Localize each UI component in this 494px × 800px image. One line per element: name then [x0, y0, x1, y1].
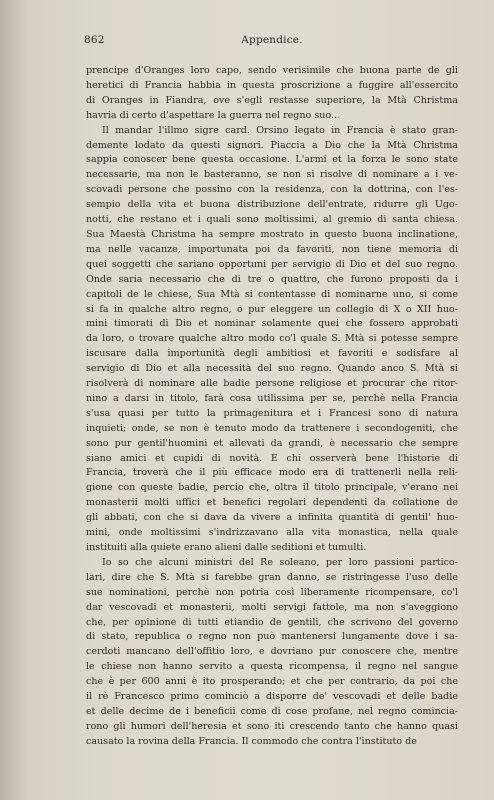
text-line: da loro, o trovare qualche altro modo co'l quale S. Mtà si potesse sempre [86, 333, 458, 345]
text-line: causato la rovina della Francia. Il commodo che contra l'instituto de [86, 735, 417, 747]
text-line: sono pur gentil'huomini et allevati da grandi, è necessario che sempre [86, 437, 458, 449]
text-line: Onde saria necessario che di tre o quattro, che furono proposti da i [86, 273, 458, 285]
text-line: di Oranges in Fiandra, ove s'egli restasse superiore, la Mtà Christma [86, 94, 458, 106]
paragraph [86, 124, 458, 556]
text-line: servigio di Dio et alla necessità del suo regno. Quando anco S. Mtà si [86, 363, 458, 375]
text-line: heretici di Francia habbia in questa proscrizione a fuggire all'essercito [86, 79, 458, 91]
text-line: sappia conoscer bene questa occasione. L'armi et la forza le sono state [86, 154, 458, 166]
text-line: sue nominationi, perchè non potria così liberamente ricompensare, co'l [86, 586, 458, 598]
text-line: sempio della vita et buona distribuzione dell'entrate, ridurre gli Ugo- [86, 199, 458, 211]
page-gutter-shadow [0, 0, 28, 800]
text-line: nino a darsi in titolo, farà cosa utilissima per se, perchè nella Francia [86, 392, 458, 404]
text-line: gli abbati, con che si dava da vivere a infinita quantità di gentil' huo- [86, 512, 458, 524]
text-line: inquieti; onde, se non è tenuto modo da trattenere i secondogeniti, che [86, 422, 458, 434]
text-line: et delle decime de i beneficii come di cose profane, nel regno comincia- [86, 705, 458, 717]
text-line: si fa in qualche altro regno, o pur eleggere un collegio di X o XII huo- [86, 303, 458, 315]
text-line: scovadi persone che possino con la residenza, con la dottrina, con l'es- [86, 184, 458, 196]
page-number: 862 [84, 34, 105, 46]
text-line: capitoli de le chiese, Sua Mtà si contentasse di nominarne uno, si come [86, 288, 458, 300]
text-line: notti, che restano et i quali sono moltissimi, al gremio di santa chiesa. [86, 214, 458, 226]
text-line: mini, onde moltissimi s'indrizzavano alla vita monastica, nella quale [86, 527, 458, 539]
text-line: mini timorati di Dio et nominar solamente quei che fossero approbati [86, 318, 458, 330]
body-text [86, 64, 458, 750]
text-line: risolverà di nominare alle badie persone religiose et procurar che ritor- [86, 378, 458, 390]
text-line: ma nelle vacanze, importunata poi da favoriti, non tiene memoria di [86, 243, 458, 255]
page-header [84, 34, 460, 48]
text-line: gione con queste badie, percio che, oltra il titolo principale, v'erano nei [86, 482, 458, 494]
text-line: di stato, republica o regno non può mantenersi lungamente dove i sa- [86, 631, 458, 643]
text-line: necessarie, ma non le basteranno, se non si risolve di nominare a i ve- [86, 169, 458, 181]
text-line: monasterii molti uffici et benefici regolari dependenti da collatione de [86, 497, 458, 509]
text-line: il rè Francesco primo cominciò a disporre de' vescovadi et delle badie [86, 691, 458, 703]
paragraph [86, 556, 458, 750]
text-line: iscusare dalla importunità degli ambitiosi et favoriti e sodisfare al [86, 348, 458, 360]
text-line: demente lodato da questi signori. Piaccia a Dio che la Mtà Christma [86, 139, 458, 151]
text-line: Sua Maestà Christma ha sempre mostrato in questo buona inclinatione, [86, 228, 458, 240]
text-line: rono gli humori dell'heresia et sono iti crescendo tanto che hanno quasi [86, 720, 458, 732]
text-line: Francia, troverà che il più efficace modo era di trattenerli nella reli- [86, 467, 458, 479]
text-line: quei soggetti che sariano opportuni per servigio di Dio et del suo regno. [86, 258, 458, 270]
text-line: le chiese non hanno servito a questa ricompensa, il regno nel sangue [86, 661, 458, 673]
text-line: instituiti alla quiete erano alieni dalle seditioni et tumulti. [86, 542, 367, 553]
running-head: Appendice. [241, 34, 303, 46]
text-line: che è per 600 anni è ito prosperando; et che per contrario, da poi che [86, 676, 458, 688]
paragraph [86, 64, 458, 124]
text-line: lari, dire che S. Mtà si farebbe gran danno, se ristringesse l'uso delle [86, 571, 458, 583]
text-line: s'usa quasi per tutto la primagenitura et i Francesi sono di natura [86, 407, 458, 419]
text-line: havria di certo d'aspettare la guerra nel regno suo... [86, 109, 341, 121]
text-line: Il mandar l'illmo sigre card. Orsino legato in Francia è stato gran- [102, 124, 458, 136]
text-line: Io so che alcuni ministri del Re soleano, per loro passioni partico- [102, 556, 458, 568]
text-line: dar vescovadi et monasterii, molti servigi fattole, ma non s'aveggiono [86, 601, 458, 613]
text-line: che, per opinione di tutti etiandio de gentili, che scrivono del governo [86, 616, 458, 628]
text-line: cerdoti mancano dell'offitio loro, e dovriano pur conoscere che, mentre [86, 646, 458, 658]
text-line: siano amici et cupidi di novità. E chi osserverà bene l'historie di [86, 452, 458, 464]
text-line: prencipe d'Oranges loro capo, sendo verisimile che buona parte de gli [86, 65, 458, 76]
